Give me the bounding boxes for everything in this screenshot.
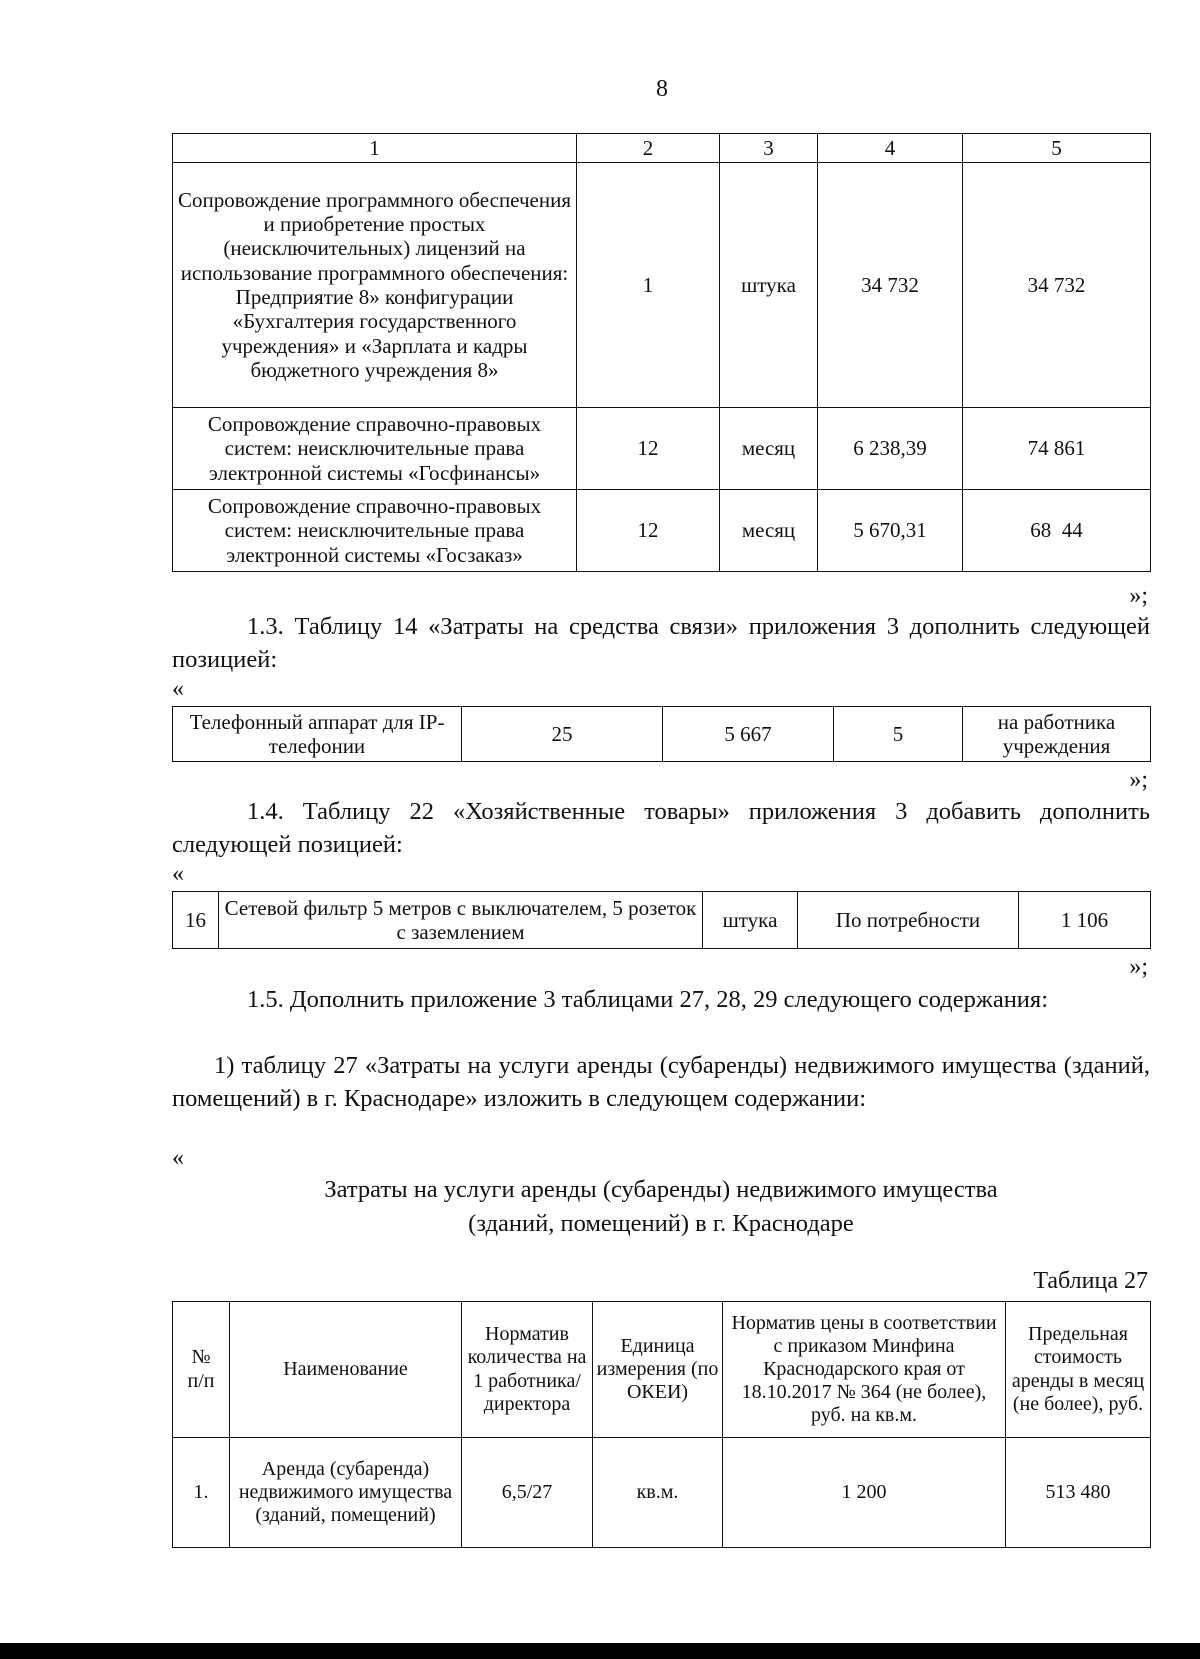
row-norm-quantity: 6,5/27: [462, 1438, 593, 1548]
row-name: Сопровождение справочно-правовых систем: неисключительные права электронной системы «Госзаказ»: [173, 490, 577, 572]
row-max-cost: 513 480: [1006, 1438, 1151, 1548]
header-norm-quantity: Норматив количества на 1 работника/ директора: [462, 1302, 593, 1438]
header-name: Наименование: [230, 1302, 462, 1438]
header-number: № п/п: [173, 1302, 230, 1438]
scan-bottom-edge: [0, 1643, 1200, 1659]
rent-costs-table: [172, 1301, 1151, 1548]
software-costs-table: [172, 133, 1151, 572]
table-caption-line-1: Затраты на услуги аренды (субаренды) недвижимого имущества: [324, 1176, 998, 1203]
row-total: 74 861: [963, 408, 1151, 490]
row-name: Телефонный аппарат для IP-телефонии: [173, 707, 462, 762]
opening-quote: «: [172, 1145, 184, 1171]
row-quantity: 1: [577, 163, 720, 408]
household-goods-table: [172, 891, 1151, 949]
row-number: 1.: [173, 1438, 230, 1548]
table-row: [173, 163, 1151, 408]
paragraph-1-5: 1.5. Дополнить приложение 3 таблицами 27, 28, 29 следующего содержания:: [247, 986, 1048, 1013]
column-number-2: 2: [577, 134, 720, 163]
row-price: 1 106: [1019, 892, 1151, 949]
column-number-1: 1: [173, 134, 577, 163]
row-price: 6 238,39: [818, 408, 963, 490]
row-cell-4: 5: [834, 707, 963, 762]
page-number: 8: [656, 76, 668, 102]
table-row: [173, 408, 1151, 490]
row-unit: месяц: [720, 408, 818, 490]
row-total: 34 732: [963, 163, 1151, 408]
row-cell-5: на работника учреждения: [963, 707, 1151, 762]
closing-quote: »;: [1129, 767, 1148, 793]
row-quantity: 12: [577, 408, 720, 490]
row-norm: По потребности: [798, 892, 1019, 949]
row-unit: кв.м.: [593, 1438, 723, 1548]
table-row: [173, 490, 1151, 572]
paragraph-1-4: 1.4. Таблицу 22 «Хозяйственные товары» приложения 3 добавить дополнить следующей позицией:: [172, 798, 1150, 858]
row-price: 34 732: [818, 163, 963, 408]
closing-quote: »;: [1129, 954, 1148, 980]
table-row: [173, 707, 1151, 762]
row-name: Сопровождение программного обеспечения и приобретение простых (неисключительных) лицензий на использование программного обеспечения: Предприятие 8» конфигурации «Бухгалтерия государственного учреждения» и «Зарплата и кадры бюджетного учреждения 8»: [173, 163, 577, 408]
row-name: Сетевой фильтр 5 метров с выключателем, 5 розеток с заземлением: [219, 892, 703, 949]
table-row: [173, 892, 1151, 949]
opening-quote: «: [172, 861, 184, 887]
row-unit: месяц: [720, 490, 818, 572]
table-caption-line-2: (зданий, помещений) в г. Краснодаре: [468, 1210, 854, 1237]
row-unit: штука: [703, 892, 798, 949]
header-norm-price: Норматив цены в соответствии с приказом Минфина Краснодарского края от 18.10.2017 № 364 (не более), руб. на кв.м.: [723, 1302, 1006, 1438]
column-number-5: 5: [963, 134, 1151, 163]
row-norm-price: 1 200: [723, 1438, 1006, 1548]
closing-quote: »;: [1129, 583, 1148, 609]
header-max-cost: Предельная стоимость аренды в месяц (не более), руб.: [1006, 1302, 1151, 1438]
table-row: [173, 1438, 1151, 1548]
row-number: 16: [173, 892, 219, 949]
table-header-row: [173, 134, 1151, 163]
row-unit: штука: [720, 163, 818, 408]
row-cell-3: 5 667: [663, 707, 834, 762]
paragraph-1-3: 1.3. Таблицу 14 «Затраты на средства связи» приложения 3 дополнить следующей позицией:: [172, 613, 1150, 673]
opening-quote: «: [172, 676, 184, 702]
row-total: 68 44: [963, 490, 1151, 572]
table-number: Таблица 27: [1033, 1268, 1148, 1294]
header-unit: Единица измерения (по ОКЕИ): [593, 1302, 723, 1438]
table-header-row: [173, 1302, 1151, 1438]
communication-costs-table: [172, 706, 1151, 762]
column-number-4: 4: [818, 134, 963, 163]
row-name: Сопровождение справочно-правовых систем: неисключительные права электронной системы «Госфинансы»: [173, 408, 577, 490]
paragraph-1-5-item-1: 1) таблицу 27 «Затраты на услуги аренды (субаренды) недвижимого имущества (зданий, помещений) в г. Краснодаре» изложить в следующем содержании:: [172, 1052, 1150, 1112]
row-cell-2: 25: [462, 707, 663, 762]
row-name: Аренда (субаренда) недвижимого имущества (зданий, помещений): [230, 1438, 462, 1548]
column-number-3: 3: [720, 134, 818, 163]
row-quantity: 12: [577, 490, 720, 572]
row-price: 5 670,31: [818, 490, 963, 572]
